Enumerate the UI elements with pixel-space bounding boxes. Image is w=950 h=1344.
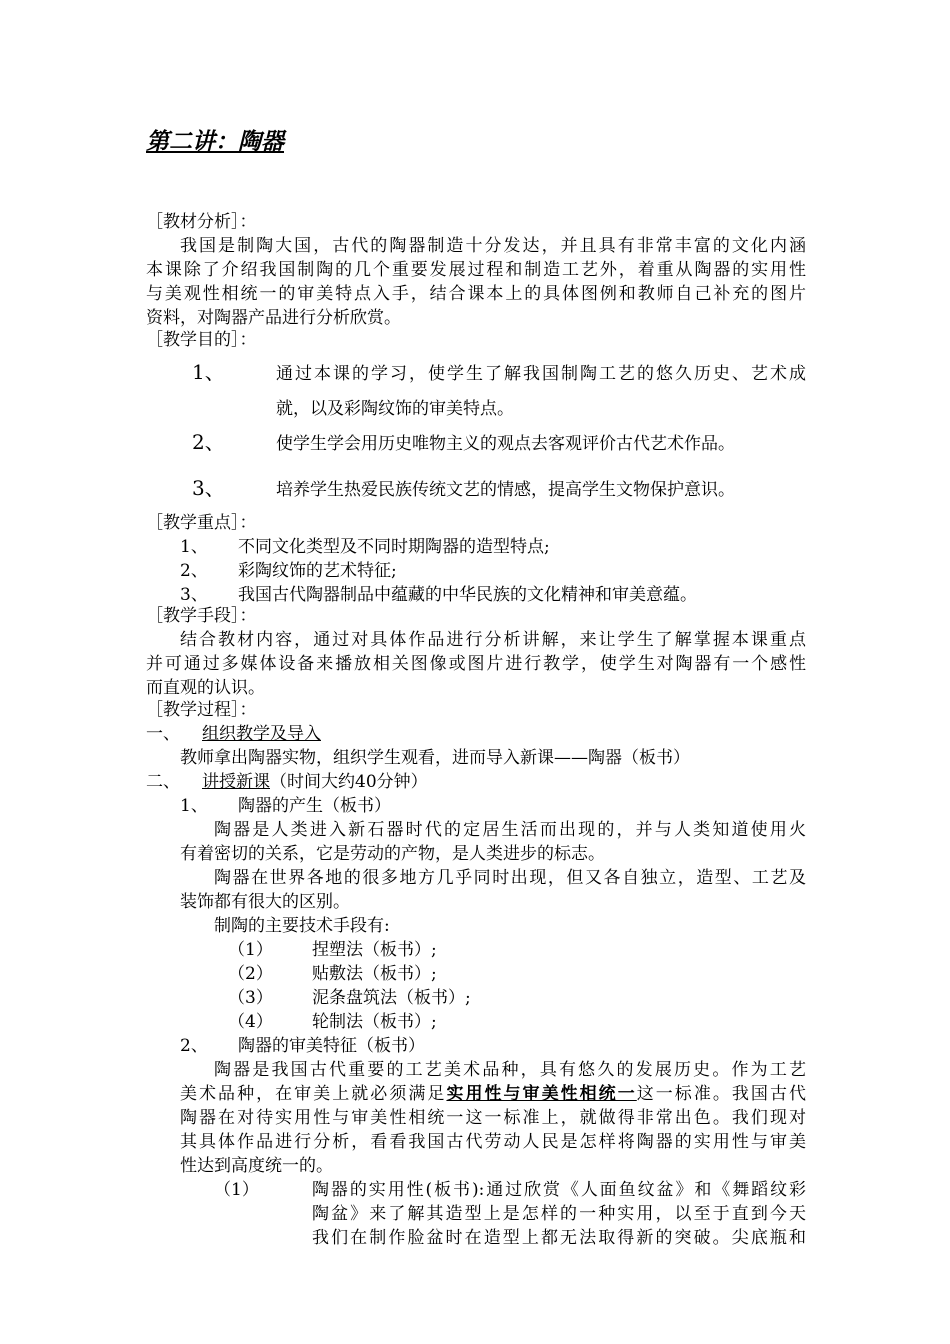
step-title-line [202, 770, 428, 794]
technique-number: （4） [228, 1012, 273, 1032]
keypoints-heading: ［教学重点］： [146, 513, 257, 533]
methods-line: 而直观的认识。 [146, 678, 265, 698]
methods-heading: ［教学手段］： [146, 606, 257, 626]
sub-paragraph-line: 陶器是人类进入新石器时代的定居生活而出现的，并与人类知道使用火 [214, 820, 806, 840]
analysis-line: 本课除了介绍我国制陶的几个重要发展过程和制造工艺外，着重从陶器的实用性 [146, 260, 806, 280]
step-title: 组织教学及导入 [202, 724, 321, 744]
sub-paragraph-line: 制陶的主要技术手段有: [214, 916, 390, 936]
goal-text: 通过本课的学习，使学生了解我国制陶工艺的悠久历史、艺术成 [276, 364, 806, 384]
analysis-line: 资料，对陶器产品进行分析欣赏。 [146, 308, 401, 328]
analysis-heading: ［教材分析］： [146, 212, 257, 232]
technique-text: 轮制法（板书）; [312, 1012, 437, 1032]
page-title: 第二讲：陶器 [146, 129, 284, 155]
sub-paragraph-line: 性达到高度统一的。 [180, 1156, 333, 1176]
technique-number: （3） [228, 988, 273, 1008]
goal-number: 2、 [192, 430, 225, 454]
item-line: 我们在制作脸盆时在造型上都无法取得新的突破。尖底瓶和 [312, 1228, 806, 1248]
keypoint-text: 彩陶纹饰的艺术特征; [238, 561, 397, 581]
goals-heading: ［教学目的］： [146, 330, 257, 350]
item-number: （1） [214, 1180, 259, 1200]
sub-paragraph-line: 其具体作品进行分析，看看我国古代劳动人民是怎样将陶器的实用性与审美 [180, 1132, 806, 1152]
sub-paragraph-line: 陶器在世界各地的很多地方几乎同时出现，但又各自独立，造型、工艺及 [214, 868, 806, 888]
item-line: 陶器的实用性(板书):通过欣赏《人面鱼纹盆》和《舞蹈纹彩 [312, 1180, 806, 1200]
technique-text: 捏塑法（板书）; [312, 940, 437, 960]
goal-text: 培养学生热爱民族传统文艺的情感，提高学生文物保护意识。 [276, 480, 735, 500]
keypoint-number: 2、 [180, 561, 208, 581]
goal-text: 就，以及彩陶纹饰的审美特点。 [276, 399, 514, 419]
item-line: 陶盆》来了解其造型上是怎样的一种实用，以至于直到今天 [312, 1204, 806, 1224]
keypoint-text: 我国古代陶器制品中蕴藏的中华民族的文化精神和审美意蕴。 [238, 585, 697, 605]
step-number: 二、 [146, 772, 180, 792]
sub-title: 陶器的产生（板书） [238, 796, 391, 816]
technique-number: （1） [228, 940, 273, 960]
text-segment: 这一标准。我国古代 [636, 1084, 806, 1104]
sub-paragraph-line [180, 1082, 806, 1106]
keypoint-number: 3、 [180, 585, 208, 605]
emphasis-text: 实用性与审美性相统一 [446, 1084, 637, 1104]
text-segment: 美术品种，在审美上就必须满足 [180, 1084, 447, 1104]
analysis-line: 我国是制陶大国，古代的陶器制造十分发达，并且具有非常丰富的文化内涵 [180, 236, 806, 256]
keypoint-number: 1、 [180, 537, 208, 557]
analysis-line: 与美观性相统一的审美特点入手，结合课本上的具体图例和教师自己补充的图片 [146, 284, 806, 304]
sub-number: 2、 [180, 1036, 208, 1056]
methods-line: 结合教材内容，通过对具体作品进行分析讲解，来让学生了解掌握本课重点 [180, 630, 806, 650]
goal-number: 1、 [192, 360, 225, 384]
step-number: 一、 [146, 724, 180, 744]
process-heading: ［教学过程］： [146, 700, 257, 720]
goal-text: 使学生学会用历史唯物主义的观点去客观评价古代艺术作品。 [276, 434, 735, 454]
technique-text: 贴敷法（板书）; [312, 964, 437, 984]
technique-number: （2） [228, 964, 273, 984]
technique-text: 泥条盘筑法（板书）; [312, 988, 471, 1008]
step-note: （时间大约40分钟） [270, 772, 428, 792]
goal-number: 3、 [192, 476, 225, 500]
sub-number: 1、 [180, 796, 208, 816]
step-title: 讲授新课 [202, 772, 270, 792]
methods-line: 并可通过多媒体设备来播放相关图像或图片进行教学，使学生对陶器有一个感性 [146, 654, 806, 674]
sub-paragraph-line: 有着密切的关系，它是劳动的产物，是人类进步的标志。 [180, 844, 605, 864]
sub-paragraph-line: 陶器是我国古代重要的工艺美术品种，具有悠久的发展历史。作为工艺 [214, 1060, 806, 1080]
keypoint-text: 不同文化类型及不同时期陶器的造型特点; [238, 537, 550, 557]
step-text: 教师拿出陶器实物，组织学生观看，进而导入新课——陶器（板书） [180, 748, 690, 768]
sub-paragraph-line: 装饰都有很大的区别。 [180, 892, 350, 912]
sub-title: 陶器的审美特征（板书） [238, 1036, 425, 1056]
sub-paragraph-line: 陶器在对待实用性与审美性相统一这一标准上，就做得非常出色。我们现对 [180, 1108, 806, 1128]
